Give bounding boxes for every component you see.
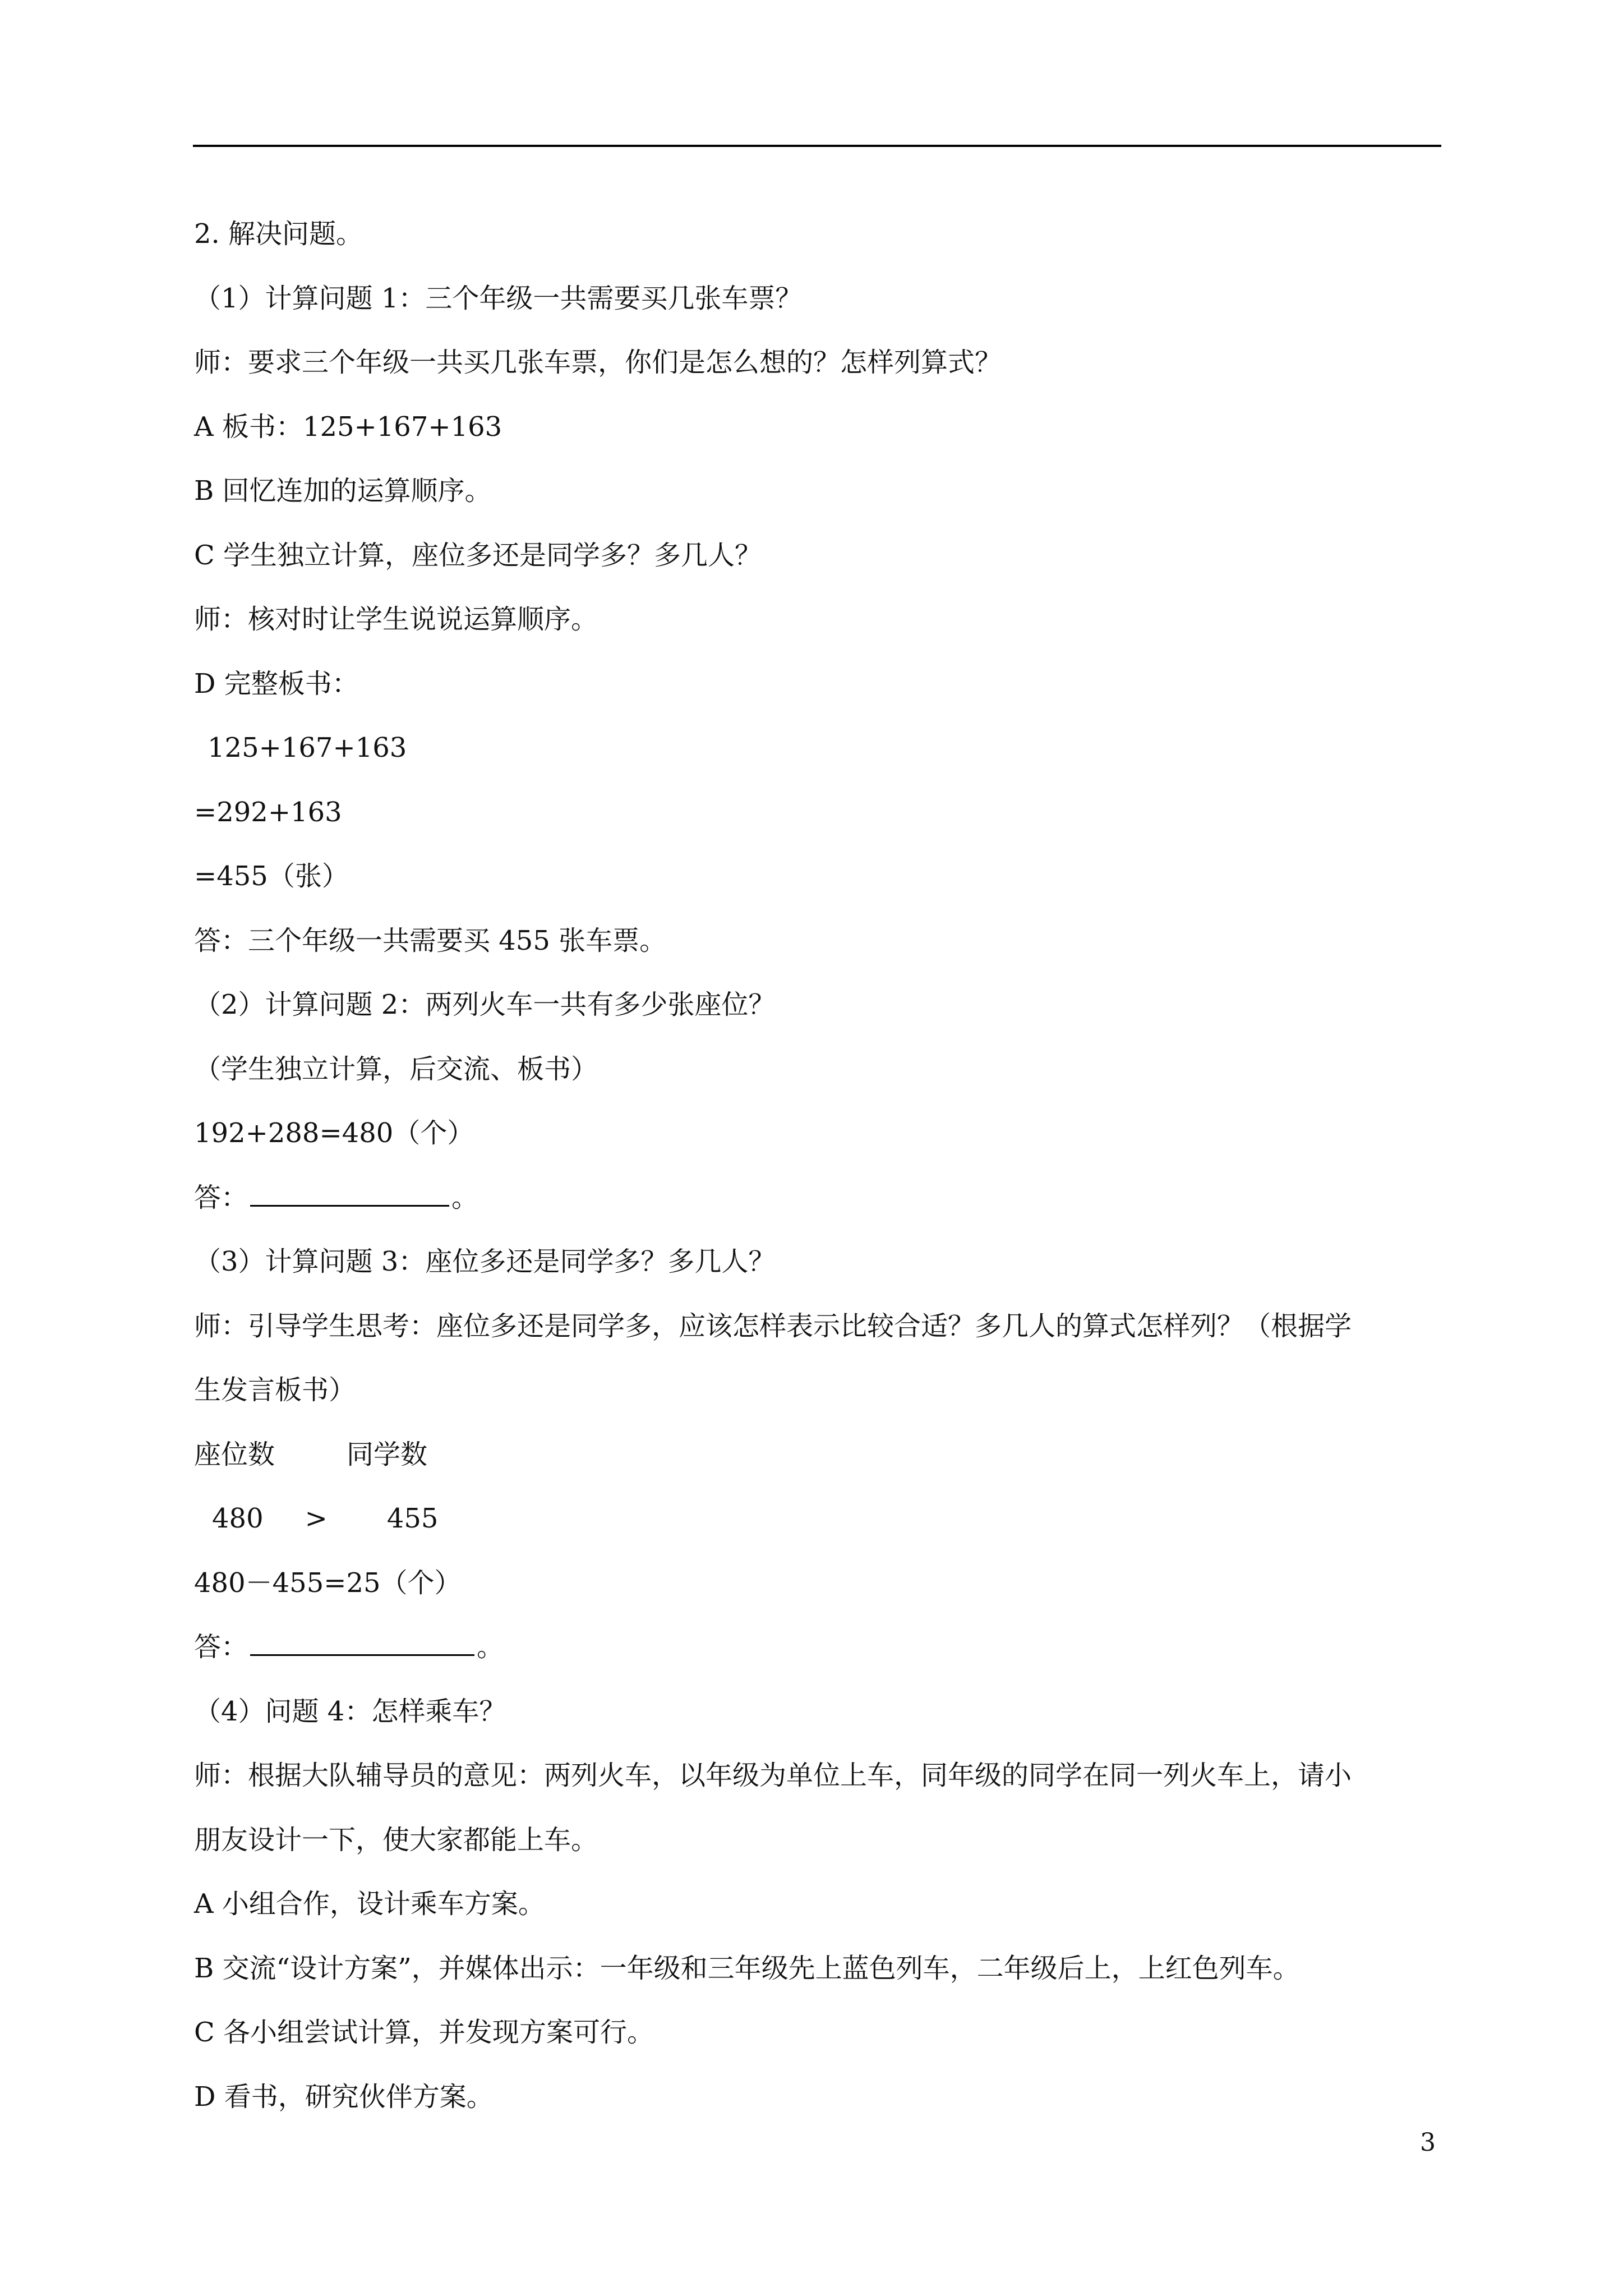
text-line: D 看书，研究伙伴方案。 <box>194 2081 494 2113</box>
question-2-heading: （2）计算问题 2：两列火车一共有多少张座位？ <box>194 989 776 1020</box>
comparison-header <box>194 1423 1445 1487</box>
text-line: 朋友设计一下，使大家都能上车。 <box>194 1824 598 1856</box>
equation-line: 480－455=25（个） <box>194 1567 462 1599</box>
comparison-values <box>194 1487 1445 1551</box>
equation-line: 125+167+163 <box>208 732 407 763</box>
equation-line: 192+288=480（个） <box>194 1117 474 1149</box>
answer-blank[interactable] <box>250 1177 449 1207</box>
text-line: 师：要求三个年级一共买几张车票，你们是怎么想的？怎样列算式？ <box>194 347 1002 378</box>
student-count-value: 455 <box>386 1503 439 1534</box>
answer-period: 。 <box>477 1631 504 1663</box>
question-1-heading: （1）计算问题 1：三个年级一共需要买几张车票？ <box>194 282 803 314</box>
text-line: A 小组合作，设计乘车方案。 <box>194 1888 545 1920</box>
document-body <box>194 202 1445 2129</box>
text-line: 师：引导学生思考：座位多还是同学多，应该怎样表示比较合适？多几人的算式怎样列？（根据学 <box>194 1310 1352 1342</box>
page-number: 3 <box>1420 2128 1436 2157</box>
text-line: （学生独立计算，后交流、板书） <box>194 1053 598 1085</box>
text-line: A 板书：125+167+163 <box>194 411 502 443</box>
text-line: 师：根据大队辅导员的意见：两列火车，以年级为单位上车，同年级的同学在同一列火车上，请小 <box>194 1760 1352 1791</box>
answer-label: 答： <box>194 1181 248 1213</box>
seat-count-label: 座位数 <box>194 1438 275 1470</box>
comparison-operator: > <box>305 1503 328 1534</box>
text-line: D 完整板书： <box>194 668 359 700</box>
header-rule <box>193 145 1441 147</box>
seat-count-value: 480 <box>212 1503 264 1534</box>
equation-line: =455（张） <box>194 861 349 892</box>
answer-blank[interactable] <box>250 1626 474 1656</box>
answer-label: 答： <box>194 1631 248 1663</box>
answer-blank-line <box>194 1166 1445 1230</box>
answer-blank-line <box>194 1615 1445 1680</box>
text-line: B 回忆连加的运算顺序。 <box>194 475 492 507</box>
question-3-heading: （3）计算问题 3：座位多还是同学多？多几人？ <box>194 1246 776 1277</box>
text-line: C 学生独立计算，座位多还是同学多？多几人？ <box>194 539 762 571</box>
answer-period: 。 <box>451 1181 479 1213</box>
question-4-heading: （4）问题 4：怎样乘车？ <box>194 1695 506 1727</box>
answer-line: 答：三个年级一共需要买 455 张车票。 <box>194 924 667 956</box>
section-heading: 2. 解决问题。 <box>194 218 363 250</box>
student-count-label: 同学数 <box>347 1438 428 1470</box>
text-line: C 各小组尝试计算，并发现方案可行。 <box>194 2017 654 2048</box>
text-line: 师：核对时让学生说说运算顺序。 <box>194 604 598 635</box>
equation-line: =292+163 <box>194 796 342 828</box>
text-line: B 交流“设计方案”，并媒体出示：一年级和三年级先上蓝色列车，二年级后上，上红色列车。 <box>194 1952 1300 1984</box>
text-line: 生发言板书） <box>194 1374 356 1406</box>
